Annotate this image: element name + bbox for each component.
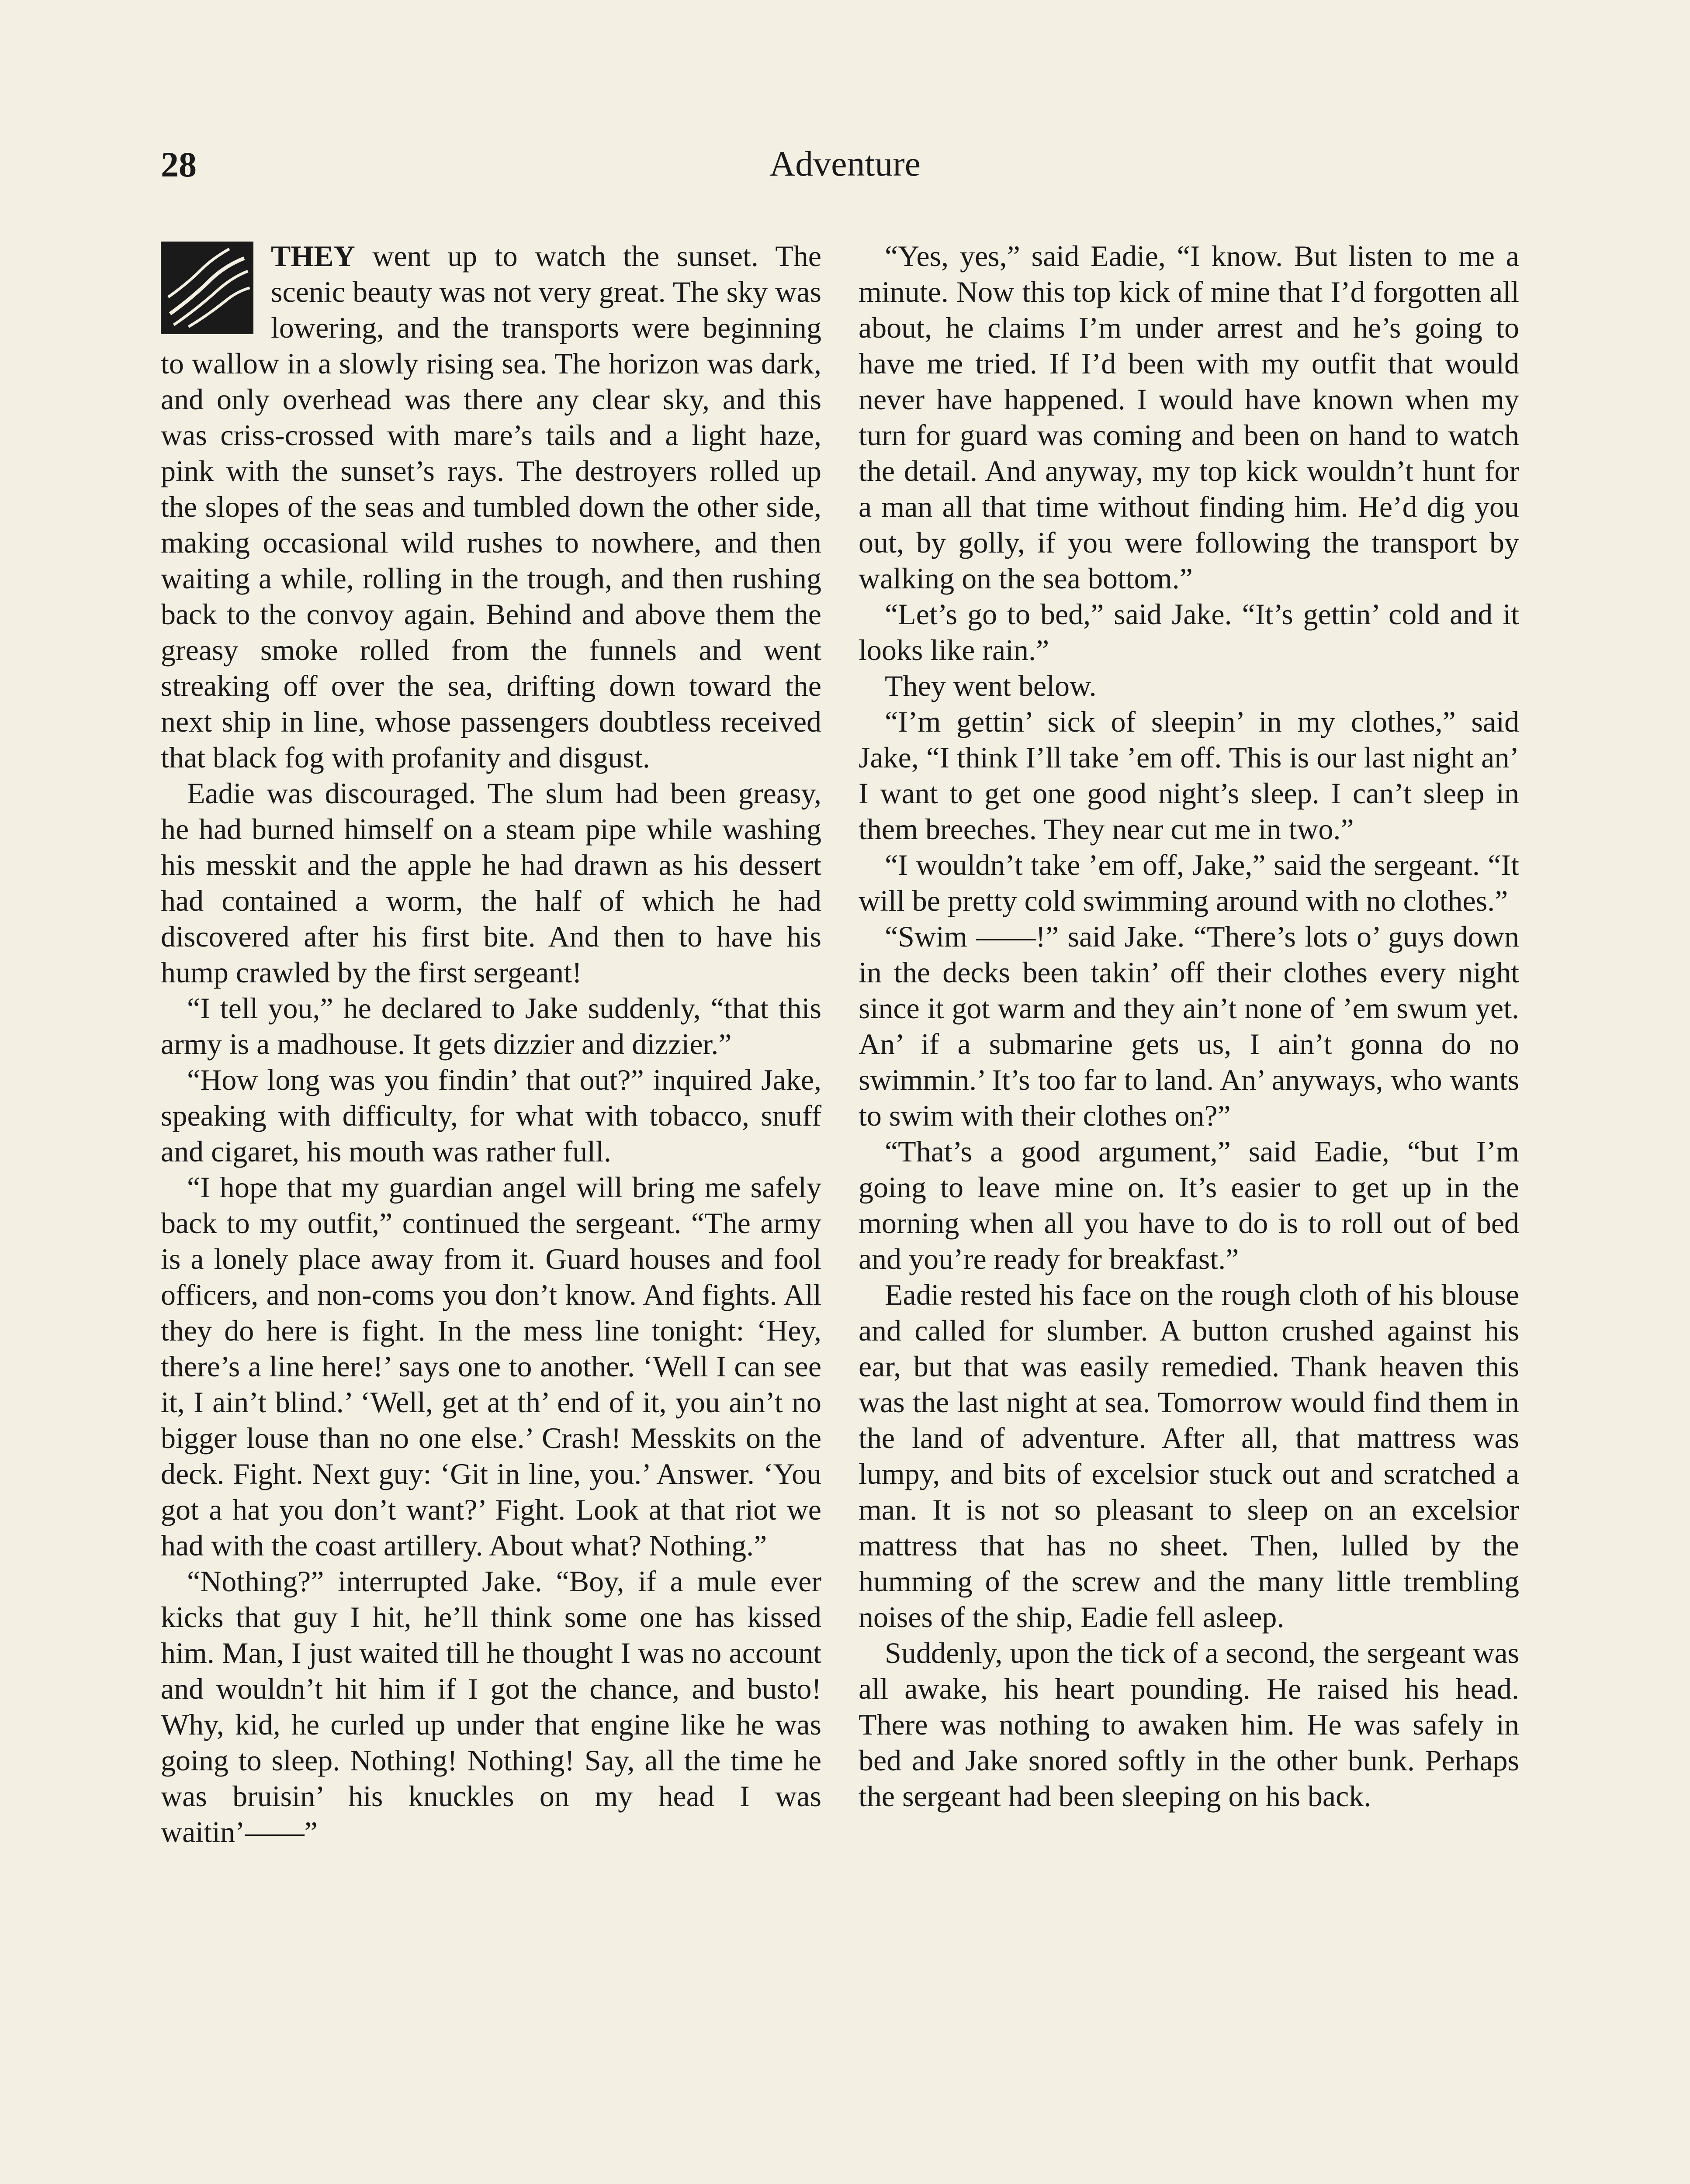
body-paragraph: Eadie rested his face on the rough cloth of his blouse and called for slumber. A button crushed against his ear, but that was easily remedied. Thank heaven this was the last night at sea. Tomorrow would find them in the land of adventure. After all, that mattress was lumpy, and bits of excelsior stuck out and scratched a man. It is not so pleasant to sleep on an excelsior mattress that has no sheet. Then, lulled by the humming of the screw and the many little trembling noises of the ship, Eadie fell asleep. [859,1278,1519,1634]
body-paragraph: “That’s a good argument,” said Eadie, “but I’m going to leave mine on. It’s easier to get up in the morning when all you have to do is to roll out of bed and you’re ready for breakfast.” [859,1135,1519,1275]
opening-paragraph [161,238,821,775]
body-paragraph: “Let’s go to bed,” said Jake. “It’s gettin’ cold and it looks like rain.” [859,598,1519,667]
decorative-drop-icon [161,242,253,334]
body-paragraph: They went below. [885,669,1097,702]
right-column [859,238,1519,1814]
body-paragraph: “Swim ——!” said Jake. “There’s lots o’ guys down in the decks been takin’ off their clothes every night since it got warm and they ain’t none of ’em swum yet. An’ if a submarine gets us, I ain’t gonna do no swimmin.’ It’s too far to land. An’ anyways, who wants to swim with their clothes on?” [859,920,1519,1132]
body-paragraph: Eadie was discouraged. The slum had been greasy, he had burned himself on a steam pipe while washing his messkit and the apple he had drawn as his dessert had contained a worm, the half of which he had discovered after his first bite. And then to have his hump crawled by the first sergeant! [161,777,821,989]
left-column [161,238,821,1850]
body-paragraph: “I’m gettin’ sick of sleepin’ in my clothes,” said Jake, “I think I’ll take ’em off. This is our last night an’ I want to get one good night’s sleep. I can’t sleep in them breeches. They near cut me in two.” [859,705,1519,846]
opening-text: went up to watch the sunset. The scenic beauty was not very great. The sky was lowering, and the transports were beginning to wallow in a slowly rising sea. The horizon was dark, and only overhead was there any clear sky, and this was criss-crossed with mare’s tails and a light haze, pink with the sunset’s rays. The destroyers rolled up the slopes of the seas and tumbled down the other side, making occasional wild rushes to nowhere, and then waiting a while, rolling in the trough, and then rushing back to the convoy again. Behind and above them the greasy smoke rolled from the funnels and went streaking off over the sea, drifting down toward the next ship in line, whose passengers doubtless received that black fog with profanity and disgust. [161,239,821,774]
body-paragraph: Suddenly, upon the tick of a second, the sergeant was all awake, his heart pounding. He raised his head. There was nothing to awaken him. He was safely in bed and Jake snored softly in the other bunk. Perhaps the sergeant had been sleeping on his back. [859,1636,1519,1813]
body-paragraph: “Yes, yes,” said Eadie, “I know. But listen to me a minute. Now this top kick of mine that I’d forgotten all about, he claims I’m under arrest and he’s going to have me tried. If I’d been with my outfit that would never have happened. I would have known when my turn for guard was coming and been on hand to watch the detail. And anyway, my top kick wouldn’t hunt for a man all that time without finding him. He’d dig you out, by golly, if you were following the transport by walking on the sea bottom.” [859,239,1519,595]
page-number: 28 [161,145,197,184]
running-head: Adventure [769,144,921,183]
lead-word: THEY [271,239,355,273]
body-paragraph: “I wouldn’t take ’em off, Jake,” said the sergeant. “It will be pretty cold swimming around with no clothes.” [859,848,1519,917]
body-paragraph: “I tell you,” he declared to Jake suddenly, “that this army is a madhouse. It gets dizzier and dizzier.” [161,992,821,1061]
body-paragraph: “I hope that my guardian angel will bring me safely back to my outfit,” continued the sergeant. “The army is a lonely place away from it. Guard houses and fool officers, and non-coms you don’t know. And fights. All they do here is fight. In the mess line tonight: ‘Hey, there’s a line here!’ says one to another. ‘Well I can see it, I ain’t blind.’ ‘Well, get at th’ end of it, you ain’t no bigger louse than no one else.’ Crash! Messkits on the deck. Fight. Next guy: ‘Git in line, you.’ Answer. ‘You got a hat you don’t want?’ Fight. Look at that riot we had with the coast artillery. About what? Nothing.” [161,1171,821,1562]
body-paragraph: “Nothing?” interrupted Jake. “Boy, if a mule ever kicks that guy I hit, he’ll think some one has kissed him. Man, I just waited till he thought I was no account and wouldn’t hit him if I got the chance, and busto! Why, kid, he curled up under that engine like he was going to sleep. Nothing! Nothing! Say, all the time he was bruisin’ his knuckles on my head I was waitin’——” [161,1565,821,1849]
body-paragraph: “How long was you findin’ that out?” inquired Jake, speaking with difficulty, for what with tobacco, snuff and cigaret, his mouth was rather full. [161,1063,821,1168]
